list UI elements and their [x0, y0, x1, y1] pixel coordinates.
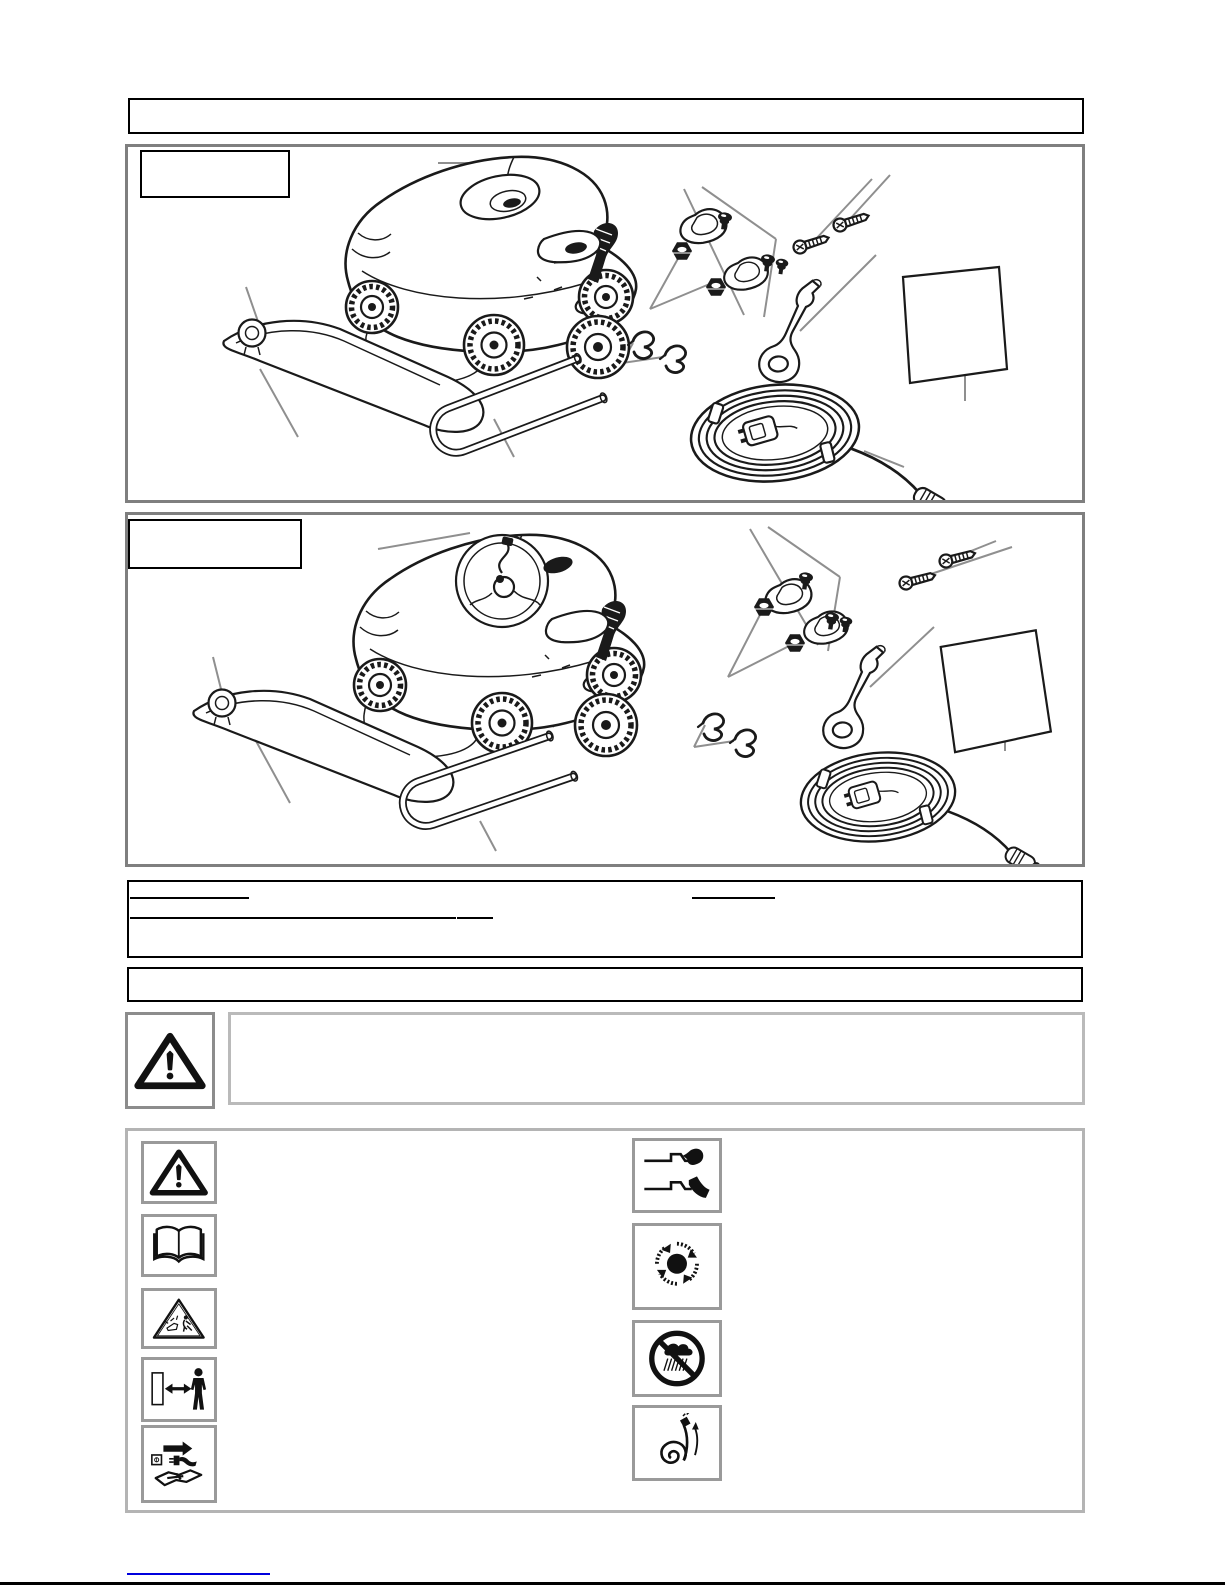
pictogram-warning-triangle	[141, 1141, 217, 1204]
pictogram-rotating-blade	[632, 1223, 722, 1310]
top-title-bar	[128, 98, 1084, 134]
read-manual-icon	[148, 1221, 210, 1270]
alert-icon-box	[125, 1012, 215, 1109]
section-title-bar	[127, 967, 1083, 1002]
keep-bystanders-away-icon	[148, 1364, 210, 1415]
rotating-blade-icon	[640, 1232, 714, 1302]
pictogram-unplug-before-maintenance	[141, 1425, 217, 1503]
figure-panel-2	[125, 512, 1085, 867]
hardware-parts	[698, 547, 1052, 864]
pictogram-panel	[125, 1128, 1085, 1513]
figure-1-label-box	[140, 150, 290, 198]
warning-triangle-icon	[134, 1031, 206, 1091]
pictogram-do-not-expose-to-rain	[632, 1320, 722, 1397]
thrown-objects-icon	[148, 1295, 210, 1342]
figure-panel-1	[125, 144, 1085, 503]
figure-2-label-box	[128, 519, 302, 569]
footer-link[interactable]	[127, 1573, 270, 1575]
lawnmower-open-lid	[354, 535, 645, 756]
unplug-before-maintenance-icon	[148, 1433, 210, 1495]
notes-box	[127, 880, 1083, 958]
do-not-expose-to-rain-icon	[640, 1328, 714, 1389]
redacted-text-underline	[692, 897, 775, 899]
keep-cable-away-icon	[640, 1413, 714, 1473]
pictogram-sharp-blades-hands-feet	[632, 1138, 722, 1213]
figure-1-drawing	[128, 147, 1082, 500]
sharp-blades-hands-feet-icon	[640, 1146, 714, 1205]
alert-text-box	[228, 1012, 1085, 1105]
redacted-text-underline	[457, 917, 493, 919]
warning-triangle-icon	[148, 1148, 210, 1197]
pictogram-thrown-objects	[141, 1288, 217, 1349]
lawnmower-closed	[346, 157, 637, 378]
hardware-parts	[628, 199, 1007, 500]
pictogram-keep-bystanders-away	[141, 1357, 217, 1422]
redacted-text-underline	[130, 917, 456, 919]
redacted-text-underline	[130, 897, 249, 899]
pictogram-keep-cable-away	[632, 1405, 722, 1481]
pictogram-read-manual	[141, 1214, 217, 1277]
